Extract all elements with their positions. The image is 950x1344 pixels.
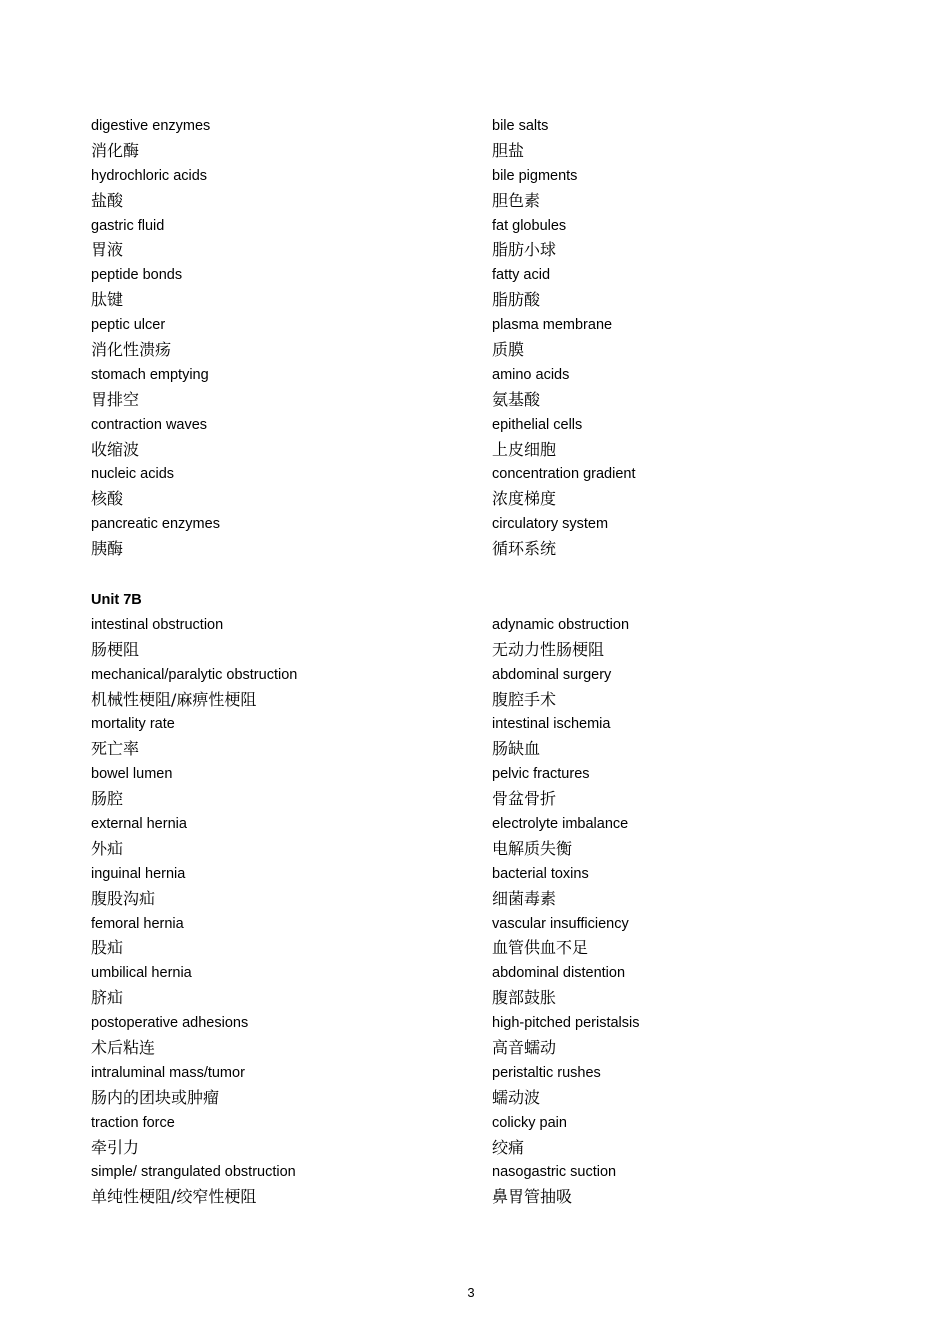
vocab-entry [91,912,471,962]
english-term: intestinal ischemia [492,716,611,733]
vocab-entry [492,1011,872,1061]
english-term: concentration gradient [492,466,636,483]
english-term: intraluminal mass/tumor [91,1064,245,1081]
vocab-entry [492,313,872,363]
chinese-term: 循环系统 [492,539,557,559]
english-term: simple/ strangulated obstruction [91,1164,296,1181]
vocab-entry [91,263,471,313]
chinese-term: 核酸 [91,489,124,509]
vocab-entry [91,762,471,812]
vocab-entry [492,762,872,812]
english-term: amino acids [492,366,570,383]
vocab-entry [492,613,872,663]
chinese-term: 胃液 [91,240,124,260]
vocab-entry [492,363,872,413]
chinese-term: 肠内的团块或肿瘤 [91,1087,220,1107]
english-term: peptic ulcer [91,317,166,334]
english-term: vascular insufficiency [492,915,629,932]
vocab-entry [492,712,872,762]
english-term: external hernia [91,816,187,833]
english-term: circulatory system [492,516,609,533]
chinese-term: 血管供血不足 [492,938,589,958]
english-term: femoral hernia [91,915,184,932]
english-term: bowel lumen [91,766,173,783]
english-term: mortality rate [91,716,175,733]
chinese-term: 肽键 [91,290,124,310]
chinese-term: 消化性溃疡 [91,340,172,360]
chinese-term: 蠕动波 [492,1087,541,1107]
english-term: peristaltic rushes [492,1064,601,1081]
english-term: bacterial toxins [492,865,589,882]
chinese-term: 腹部鼓胀 [492,988,557,1008]
vocabulary-column-right [492,613,872,1210]
vocabulary-column-left [91,114,471,562]
chinese-term: 鼻胃管抽吸 [492,1187,573,1207]
chinese-term: 盐酸 [91,190,124,210]
chinese-term: 氨基酸 [492,389,541,409]
chinese-term: 骨盆骨折 [492,789,557,809]
vocab-entry [492,164,872,214]
chinese-term: 脐疝 [91,988,124,1008]
english-term: inguinal hernia [91,865,186,882]
vocab-entry [91,1011,471,1061]
english-term: nasogastric suction [492,1164,617,1181]
vocab-entry [492,961,872,1011]
chinese-term: 收缩波 [91,439,140,459]
vocab-entry [91,413,471,463]
english-term: postoperative adhesions [91,1015,249,1032]
chinese-term: 牵引力 [91,1137,140,1157]
chinese-term: 肠缺血 [492,739,541,759]
vocab-entry [91,1061,471,1111]
english-term: contraction waves [91,416,208,433]
chinese-term: 细菌毒素 [492,888,557,908]
vocabulary-column-left [91,613,471,1210]
english-term: abdominal distention [492,965,626,982]
vocab-entry [91,961,471,1011]
vocab-entry [91,214,471,264]
english-term: hydrochloric acids [91,167,208,184]
english-term: digestive enzymes [91,118,211,134]
chinese-term: 术后粘连 [91,1038,156,1058]
english-term: mechanical/paralytic obstruction [91,666,298,683]
chinese-term: 外疝 [91,838,124,858]
chinese-term: 上皮细胞 [492,439,557,459]
vocab-entry [91,613,471,663]
chinese-term: 高音蠕动 [492,1038,557,1058]
vocab-entry [492,263,872,313]
vocab-entry [492,1111,872,1161]
vocab-entry [91,313,471,363]
chinese-term: 死亡率 [91,739,140,759]
page-number: 3 [467,1285,475,1300]
english-term: high-pitched peristalsis [492,1015,640,1032]
english-term: nucleic acids [91,466,175,483]
english-term: peptide bonds [91,267,183,284]
unit-heading: Unit 7B [91,592,142,608]
vocab-entry [91,114,471,164]
chinese-term: 胰酶 [91,539,124,559]
chinese-term: 肠腔 [91,789,124,809]
vocab-entry [492,462,872,512]
vocab-entry [492,1061,872,1111]
chinese-term: 绞痛 [492,1137,525,1157]
chinese-term: 消化酶 [91,140,140,160]
vocab-entry [492,1160,872,1210]
vocab-entry [492,663,872,713]
chinese-term: 无动力性肠梗阻 [492,639,605,659]
chinese-term: 脂肪小球 [492,240,557,260]
english-term: pelvic fractures [492,766,590,783]
vocabulary-column-right [492,114,872,562]
vocab-entry [492,413,872,463]
english-term: plasma membrane [492,317,613,334]
chinese-term: 质膜 [492,340,525,360]
english-term: adynamic obstruction [492,616,630,633]
vocab-entry [91,164,471,214]
vocab-entry [91,1160,471,1210]
vocab-entry [91,812,471,862]
chinese-term: 腹腔手术 [492,689,557,709]
vocab-entry [492,812,872,862]
english-term: stomach emptying [91,366,209,383]
english-term: pancreatic enzymes [91,516,220,533]
english-term: abdominal surgery [492,666,612,683]
english-term: intestinal obstruction [91,616,224,633]
vocab-entry [91,462,471,512]
english-term: fat globules [492,217,567,234]
chinese-term: 胆盐 [492,140,525,160]
vocab-entry [91,862,471,912]
english-term: fatty acid [492,267,551,284]
english-term: colicky pain [492,1114,567,1131]
chinese-term: 肠梗阻 [91,639,140,659]
english-term: gastric fluid [91,217,165,234]
vocab-entry [91,363,471,413]
vocab-entry [492,862,872,912]
english-term: epithelial cells [492,416,583,433]
english-term: bile salts [492,118,549,134]
vocab-entry [91,663,471,713]
chinese-term: 脂肪酸 [492,290,541,310]
chinese-term: 腹股沟疝 [91,888,156,908]
chinese-term: 浓度梯度 [492,489,557,509]
vocab-entry [492,912,872,962]
vocab-entry [91,712,471,762]
chinese-term: 胆色素 [492,190,541,210]
vocab-entry [91,512,471,562]
chinese-term: 电解质失衡 [492,838,573,858]
english-term: electrolyte imbalance [492,816,629,833]
chinese-term: 机械性梗阻/麻痹性梗阻 [91,689,257,709]
vocab-entry [492,214,872,264]
chinese-term: 股疝 [91,938,124,958]
vocab-entry [91,1111,471,1161]
english-term: umbilical hernia [91,965,192,982]
english-term: bile pigments [492,167,578,184]
vocab-entry [492,512,872,562]
vocab-entry [492,114,872,164]
english-term: traction force [91,1114,175,1131]
chinese-term: 单纯性梗阻/绞窄性梗阻 [91,1187,257,1207]
chinese-term: 胃排空 [91,389,140,409]
